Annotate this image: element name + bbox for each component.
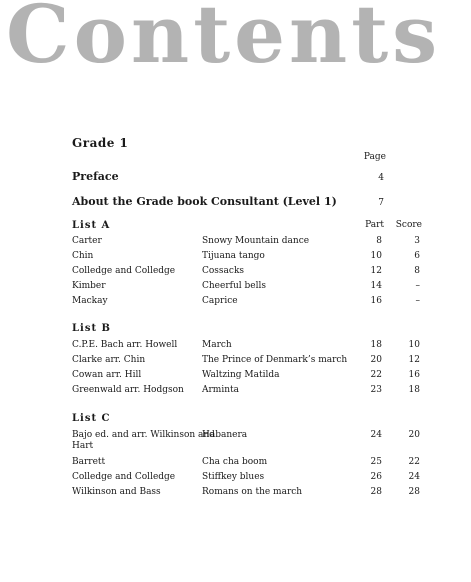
table-row — [72, 457, 424, 471]
piece-title: Waltzing Matilda — [202, 370, 280, 380]
front-item-page: 7 — [378, 198, 384, 208]
composer: Colledge and Colledge — [72, 472, 176, 482]
composer: Barrett — [72, 457, 106, 467]
front-item-page: 4 — [378, 173, 384, 183]
part-page: 20 — [370, 355, 382, 365]
composer: Colledge and Colledge — [72, 266, 176, 276]
part-page: 14 — [370, 281, 382, 291]
score-page: – — [415, 296, 420, 306]
score-page: 16 — [408, 370, 420, 380]
score-page: 24 — [408, 472, 420, 482]
composer: Kimber — [72, 281, 106, 291]
table-row — [72, 251, 424, 265]
score-page: 12 — [408, 355, 420, 365]
table-row — [72, 487, 424, 501]
grade-heading: Grade 1 — [72, 136, 129, 150]
composer: C.P.E. Bach arr. Howell — [72, 340, 178, 350]
table-row — [72, 236, 424, 250]
score-page: 20 — [408, 430, 420, 440]
score-page: 28 — [408, 487, 420, 497]
piece-title: Stiffkey blues — [202, 472, 265, 482]
score-page: 8 — [414, 266, 420, 276]
part-page: 25 — [370, 457, 382, 467]
part-page: 26 — [370, 472, 382, 482]
composer: Chin — [72, 251, 94, 261]
composer: Greenwald arr. Hodgson — [72, 385, 184, 395]
score-page: 10 — [408, 340, 420, 350]
piece-title: Romans on the march — [202, 487, 303, 497]
page-heading: Contents — [6, 0, 442, 81]
front-item-title: About the Grade book Consultant (Level 1) — [72, 195, 337, 208]
score-page: 3 — [414, 236, 420, 246]
score-page: 6 — [414, 251, 420, 261]
part-page: 28 — [370, 487, 382, 497]
part-page: 22 — [370, 370, 382, 380]
table-row — [72, 472, 424, 486]
piece-title: Tijuana tango — [202, 251, 265, 261]
list-heading: List B — [72, 323, 112, 334]
composer: Mackay — [72, 296, 108, 306]
piece-title: Habanera — [202, 430, 248, 440]
composer: Wilkinson and Bass — [72, 487, 161, 497]
page-column-header: Page — [363, 152, 386, 162]
score-page: 18 — [408, 385, 420, 395]
composer: Cowan arr. Hill — [72, 370, 142, 380]
part-page: 18 — [370, 340, 382, 350]
score-page: 22 — [408, 457, 420, 467]
piece-title: Cha cha boom — [202, 457, 268, 467]
list-heading: List C — [72, 413, 111, 424]
composer: Bajo ed. and arr. Wilkinson and Hart — [72, 430, 215, 451]
table-row — [72, 370, 424, 384]
table-row — [72, 430, 424, 456]
list-heading: List A — [72, 220, 111, 231]
score-column-header: Score — [395, 220, 422, 230]
table-row — [72, 355, 424, 369]
score-page: – — [415, 281, 420, 291]
table-row — [72, 266, 424, 280]
part-page: 12 — [370, 266, 382, 276]
piece-title: Caprice — [202, 296, 238, 306]
table-row — [72, 385, 424, 399]
table-row — [72, 281, 424, 295]
table-row — [72, 296, 424, 310]
part-page: 23 — [370, 385, 382, 395]
piece-title: Cheerful bells — [202, 281, 266, 291]
piece-title: March — [202, 340, 232, 350]
piece-title: Cossacks — [202, 266, 245, 276]
part-column-header: Part — [365, 220, 384, 230]
part-page: 10 — [370, 251, 382, 261]
front-item-title: Preface — [72, 170, 119, 183]
table-row — [72, 340, 424, 354]
composer: Carter — [72, 236, 102, 246]
composer: Clarke arr. Chin — [72, 355, 146, 365]
piece-title: The Prince of Denmark’s march — [202, 355, 348, 365]
piece-title: Arminta — [202, 385, 239, 395]
piece-title: Snowy Mountain dance — [202, 236, 310, 246]
part-page: 24 — [370, 430, 382, 440]
part-page: 8 — [376, 236, 382, 246]
part-page: 16 — [370, 296, 382, 306]
